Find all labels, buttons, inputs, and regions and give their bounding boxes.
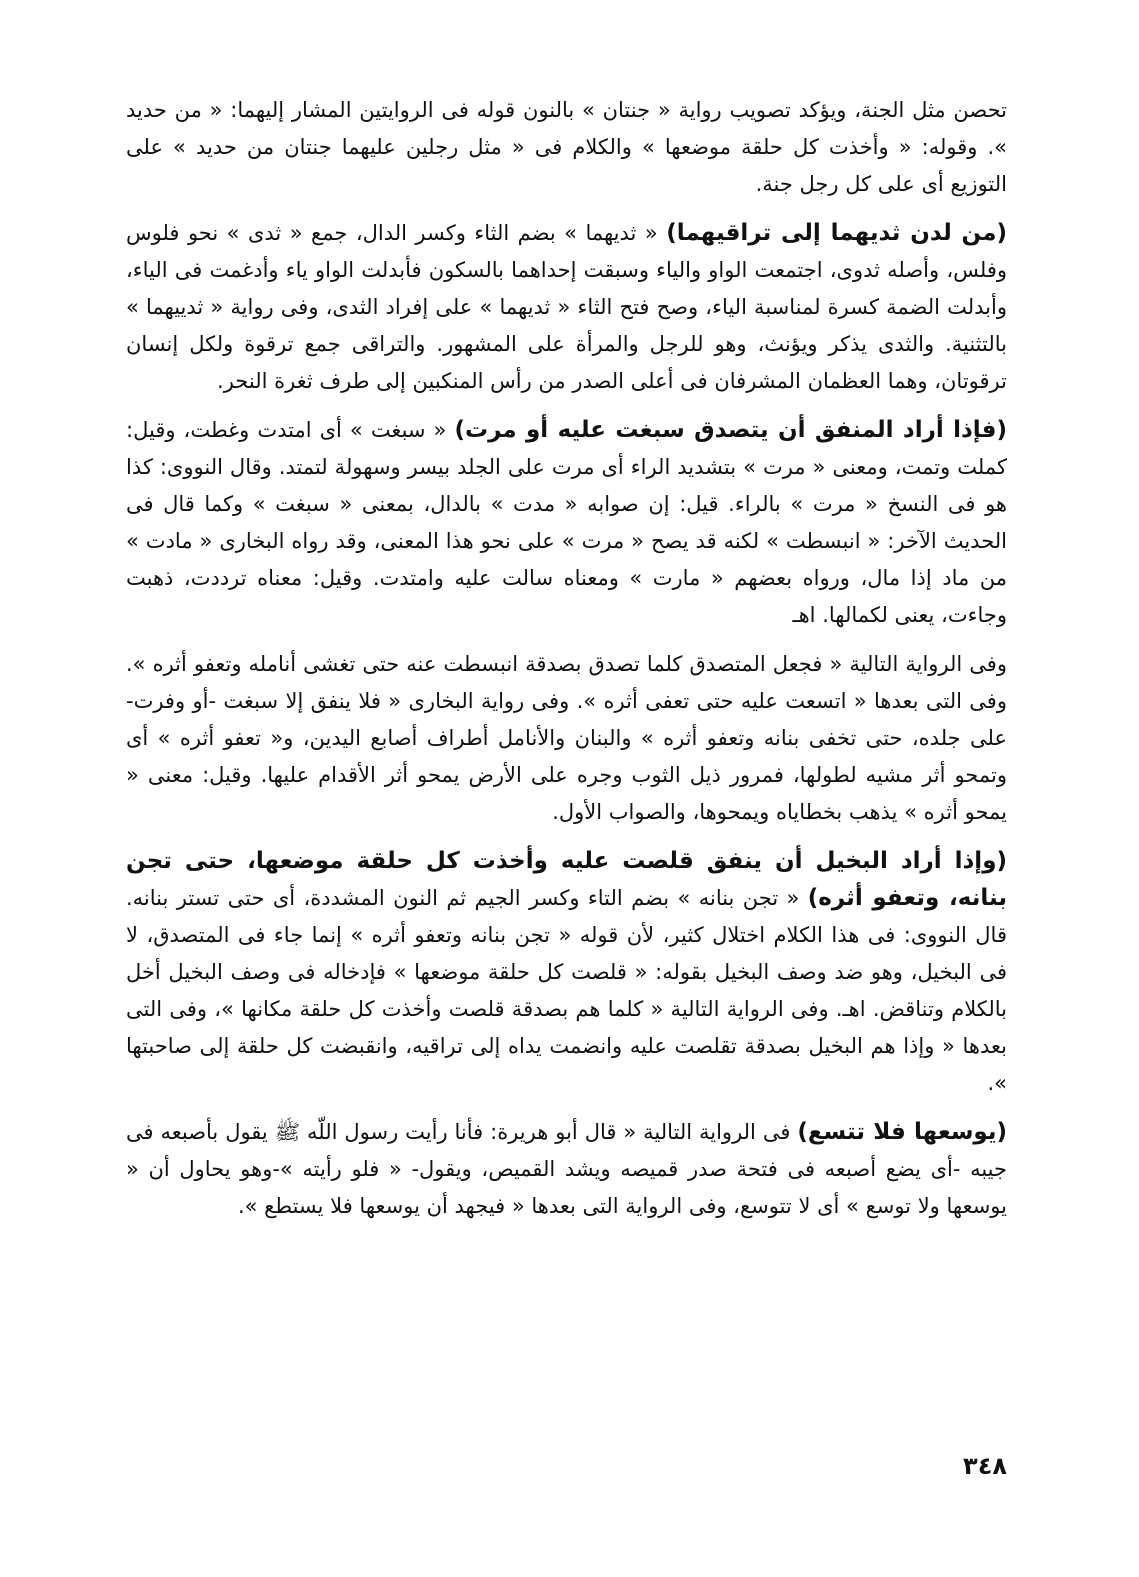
paragraph-2-heading: (من لدن ثديهما إلى تراقيهما)	[666, 220, 1007, 246]
paragraph-6	[126, 1114, 1007, 1225]
paragraph-5	[126, 843, 1007, 1102]
paragraph-2	[126, 215, 1007, 400]
paragraph-6-text: فى الرواية التالية « قال أبو هريرة: فأنا رأيت رسول اللّه ﷺ يقول بأصبعه فى جيبه -أى يضع أصبعه فى فتحة صدر قميصه ويشد القميص، ويقول- « فلو رأيته »-وهو يحاول أن « يوسعها ولا توسع » أى لا تتوسع، وفى الرواية التى بعدها « فيجهد أن يوسعها فلا يستطع ».	[126, 1120, 1007, 1218]
paragraph-4-text: وفى الرواية التالية « فجعل المتصدق كلما تصدق بصدقة انبسطت عنه حتى تغشى أنامله وتعفو أثره ». وفى التى بعدها « اتسعت عليه حتى تعفى أثره ». وفى رواية البخارى « فلا ينفق إلا سبغت -أو وفرت- على جلده، حتى تخفى بنانه وتعفو أثره » والبنان والأنامل أطراف أصابع اليدين، و« تعفو أثره » أى وتمحو أثر مشيه لطولها، فمرور ذيل الثوب وجره على الأرض يمحو أثر الأقدام عليها. وقيل: معنى « يمحو أثره » يذهب بخطاياه ويمحوها، والصواب الأول.	[126, 652, 1007, 824]
paragraph-1-text: تحصن مثل الجنة، ويؤكد تصويب رواية « جنتان » بالنون قوله فى الروايتين المشار إليهما: « من حديد ». وقوله: « وأخذت كل حلقة موضعها » والكلام فى « مثل رجلين عليهما جنتان من حديد » على التوزيع أى على كل رجل جنة.	[126, 98, 1007, 196]
page-number: ٣٤٨	[963, 1452, 1007, 1480]
paragraph-3	[126, 412, 1007, 634]
paragraph-3-heading: (فإذا أراد المنفق أن يتصدق سبغت عليه أو مرت)	[454, 417, 1007, 443]
paragraph-1	[126, 92, 1007, 203]
paragraph-3-text: « سبغت » أى امتدت وغطت، وقيل: كملت وتمت، ومعنى « مرت » بتشديد الراء أى مرت على الجلد بيسر وسهولة لتمتد. وقال النووى: كذا هو فى النسخ « مرت » بالراء. قيل: إن صوابه « مدت » بالدال، بمعنى « سبغت » وكما قال فى الحديث الآخر: « انبسطت » لكنه قد يصح « مرت » على نحو هذا المعنى، وقد رواه البخارى « مادت » من ماد إذا مال، ورواه بعضهم « مارت » ومعناه سالت عليه وامتدت. وقيل: معناه ترددت، ذهبت وجاءت، يعنى لكمالها. اهـ	[126, 418, 1007, 627]
paragraph-5-heading: (وإذا أراد البخيل أن ينفق قلصت عليه وأخذت كل حلقة موضعها، حتى تجن بنانه، وتعفو أثره)	[126, 848, 1007, 911]
paragraph-5-text: « تجن بنانه » بضم التاء وكسر الجيم ثم النون المشددة، أى حتى تستر بنانه. قال النووى: فى هذا الكلام اختلال كثير، لأن قوله « تجن بنانه وتعفو أثره » إنما جاء فى المتصدق، لا فى البخيل، وهو ضد وصف البخيل بقوله: « قلصت كل حلقة موضعها » فإدخاله فى وصف البخيل أخل بالكلام وتناقض. اهـ. وفى الرواية التالية « كلما هم بصدقة قلصت وأخذت كل حلقة مكانها »، وفى التى بعدها « وإذا هم البخيل بصدقة تقلصت عليه وانضمت يداه إلى تراقيه، وانقبضت كل حلقة إلى صاحبتها ».	[126, 886, 1007, 1095]
paragraph-6-heading: (يوسعها فلا تتسع)	[797, 1119, 1008, 1145]
paragraph-4	[126, 646, 1007, 831]
paragraph-2-text: « ثديهما » بضم الثاء وكسر الدال، جمع « ثدى » نحو فلوس وفلس، وأصله ثدوى، اجتمعت الواو والياء وسبقت إحداهما بالسكون فأبدلت الواو ياء وأدغمت فى الياء، وأبدلت الضمة كسرة لمناسبة الياء، وصح فتح الثاء « ثديهما » على إفراد الثدى، وفى رواية « ثدييهما » بالتثنية. والثدى يذكر ويؤنث، وهو للرجل والمرأة على المشهور. والتراقى جمع ترقوة ولكل إنسان ترقوتان، وهما العظمان المشرفان فى أعلى الصدر من رأس المنكبين إلى طرف ثغرة النحر.	[126, 221, 1007, 393]
